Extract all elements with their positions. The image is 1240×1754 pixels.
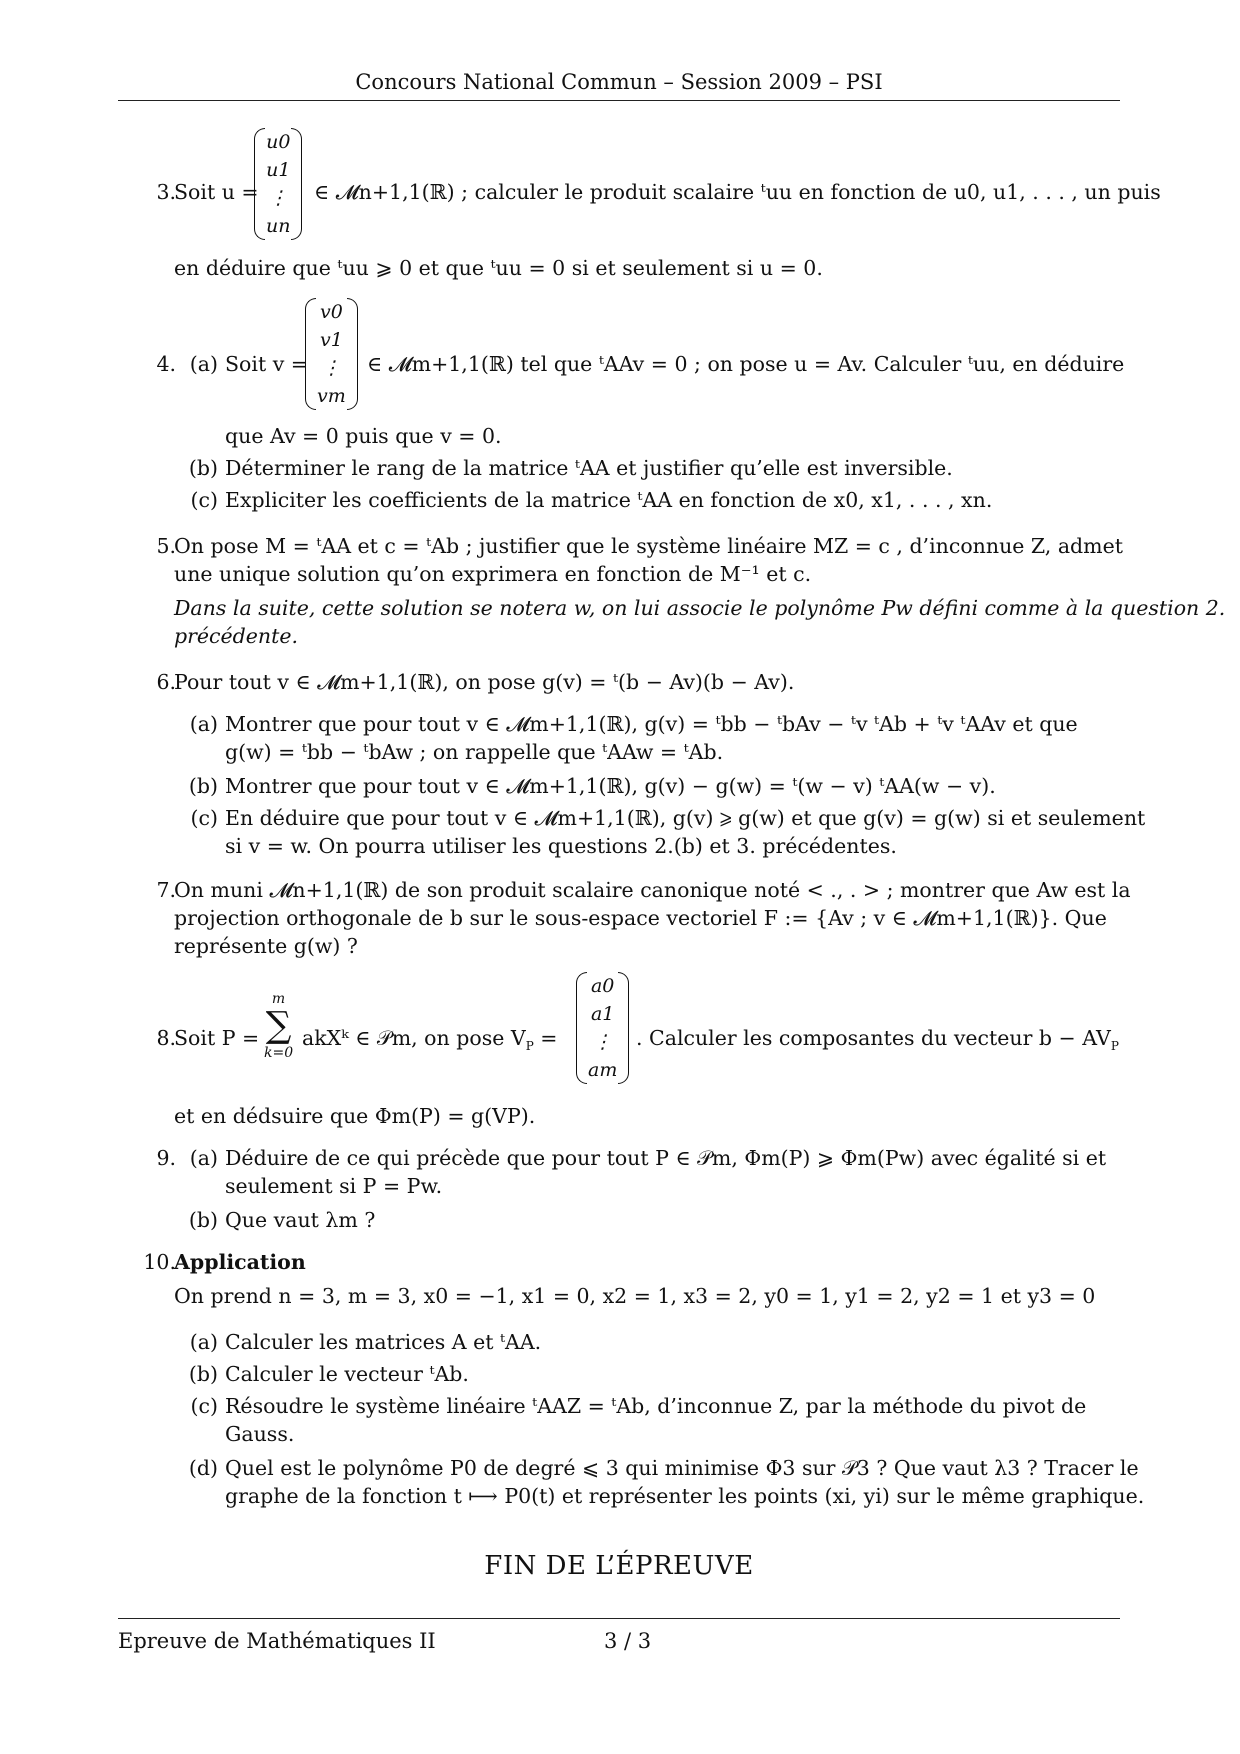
sub-label: (b) [188, 456, 218, 480]
q10-intro: On prend n = 3, m = 3, x0 = −1, x1 = 0, x2 = 1, x3 = 2, y0 = 1, y1 = 2, y2 = 1 et y3 = 0 [174, 1284, 1096, 1308]
sub-label: (b) [188, 1362, 218, 1386]
sub-label: (a) [189, 1330, 218, 1354]
question-number: 10. [143, 1250, 176, 1274]
sub-label: (d) [188, 1456, 218, 1480]
q5-note2: précédente. [174, 624, 299, 648]
q10d-line1: Quel est le polynôme P0 de degré ⩽ 3 qui minimise Φ3 sur 𝒫3 ? Que vaut λ3 ? Tracer le [225, 1456, 1139, 1480]
question-number: 7. [156, 878, 176, 902]
page-header [118, 70, 1120, 101]
sub-label: (c) [190, 1394, 218, 1418]
summation: m ∑ k=0 [264, 991, 294, 1061]
q8-mid: akXᵏ ∈ 𝒫m, on pose $V_P$ = [302, 1026, 558, 1054]
q8-line2: et en dédsuire que Φm(P) = g(VP). [174, 1104, 536, 1128]
q6-intro: Pour tout v ∈ 𝓜m+1,1(ℝ), on pose g(v) = ᵗ(b − Av)(b − Av). [174, 670, 795, 694]
vector-v: v0 v1 ⋮ vm [305, 298, 358, 410]
vector-a: a0 a1 ⋮ am [576, 972, 629, 1084]
sub-label: (c) [190, 806, 218, 830]
q6a-line2: g(w) = ᵗbb − ᵗbAw ; on rappelle que ᵗAAw = ᵗAb. [225, 740, 724, 764]
question-number: 4. [156, 352, 176, 376]
q4b-text: Déterminer le rang de la matrice ᵗAA et justifier qu’elle est inversible. [225, 456, 953, 480]
question-number: 6. [156, 670, 176, 694]
q4c-text: Expliciter les coefficients de la matrice ᵗAA en fonction de x0, x1, . . . , xn. [225, 488, 993, 512]
end-of-exam: FIN DE L’ÉPREUVE [484, 1551, 754, 1581]
q3-lead: Soit u = [174, 180, 259, 204]
q9a-line2: seulement si P = Pw. [225, 1174, 443, 1198]
q9a-line1: Déduire de ce qui précède que pour tout P ∈ 𝒫m, Φm(P) ⩾ Φm(Pw) avec égalité si et [225, 1146, 1107, 1170]
page-footer [118, 1618, 1120, 1653]
sub-label: (a) [189, 352, 218, 376]
sub-label: (b) [188, 1208, 218, 1232]
question-number: 5. [156, 534, 176, 558]
sub-label: (b) [188, 774, 218, 798]
q6b-text: Montrer que pour tout v ∈ 𝓜m+1,1(ℝ), g(v) − g(w) = ᵗ(w − v) ᵗAA(w − v). [225, 774, 996, 798]
q3-line1: ∈ 𝓜n+1,1(ℝ) ; calculer le produit scalaire ᵗuu en fonction de u0, u1, . . . , un puis [314, 180, 1161, 204]
q10d-line2: graphe de la fonction t ⟼ P0(t) et représenter les points (xi, yi) sur le même graphique. [225, 1484, 1145, 1508]
q6c-line1: En déduire que pour tout v ∈ 𝓜m+1,1(ℝ), g(v) ⩾ g(w) et que g(v) = g(w) si et seulement [225, 806, 1146, 830]
q10a-text: Calculer les matrices A et ᵗAA. [225, 1330, 542, 1354]
q10-title: Application [174, 1250, 306, 1274]
q9b-text: Que vaut λm ? [225, 1208, 376, 1232]
q4a-line2: que Av = 0 puis que v = 0. [225, 424, 502, 448]
vector-u: u0 u1 ⋮ un [254, 128, 302, 240]
q4a-lead: Soit v = [225, 352, 308, 376]
q5-line2: une unique solution qu’on exprimera en fonction de M⁻¹ et c. [174, 562, 812, 586]
q10c-line1: Résoudre le système linéaire ᵗAAZ = ᵗAb, d’inconnue Z, par la méthode du pivot de [225, 1394, 1087, 1418]
q6a-line1: Montrer que pour tout v ∈ 𝓜m+1,1(ℝ), g(v) = ᵗbb − ᵗbAv − ᵗv ᵗAb + ᵗv ᵗAAv et que [225, 712, 1078, 736]
question-number: 9. [156, 1146, 176, 1170]
sub-label: (a) [189, 712, 218, 736]
q5-line1: On pose M = ᵗAA et c = ᵗAb ; justifier que le système linéaire MZ = c , d’inconnue Z, admet [174, 534, 1123, 558]
q7-line3: représente g(w) ? [174, 934, 358, 958]
header-title: Concours National Commun – Session 2009 – PSI [355, 70, 883, 94]
q10b-text: Calculer le vecteur ᵗAb. [225, 1362, 469, 1386]
q8-lead: Soit P = [174, 1026, 260, 1050]
q3-line2: en déduire que ᵗuu ⩾ 0 et que ᵗuu = 0 si et seulement si u = 0. [174, 256, 823, 280]
footer-title: Epreuve de Mathématiques II [118, 1629, 436, 1653]
q5-note1: Dans la suite, cette solution se notera w, on lui associe le polynôme Pw défini comme à la question 2. [174, 596, 1226, 620]
q7-line2: projection orthogonale de b sur le sous-espace vectoriel F := {Av ; v ∈ 𝓜m+1,1(ℝ)}. Que [174, 906, 1107, 930]
q6c-line2: si v = w. On pourra utiliser les questions 2.(b) et 3. précédentes. [225, 834, 897, 858]
question-number: 8. [156, 1026, 176, 1050]
sub-label: (c) [190, 488, 218, 512]
q7-line1: On muni 𝓜n+1,1(ℝ) de son produit scalaire canonique noté < ., . > ; montrer que Aw est la [174, 878, 1131, 902]
page-number: 3 / 3 [604, 1629, 652, 1653]
q4a-line1: ∈ 𝓜m+1,1(ℝ) tel que ᵗAAv = 0 ; on pose u = Av. Calculer ᵗuu, en déduire [367, 352, 1125, 376]
q8-post: . Calculer les composantes du vecteur $b - AV_P$ [636, 1026, 1119, 1054]
q10c-line2: Gauss. [225, 1422, 295, 1446]
sub-label: (a) [189, 1146, 218, 1170]
question-number: 3. [156, 180, 176, 204]
